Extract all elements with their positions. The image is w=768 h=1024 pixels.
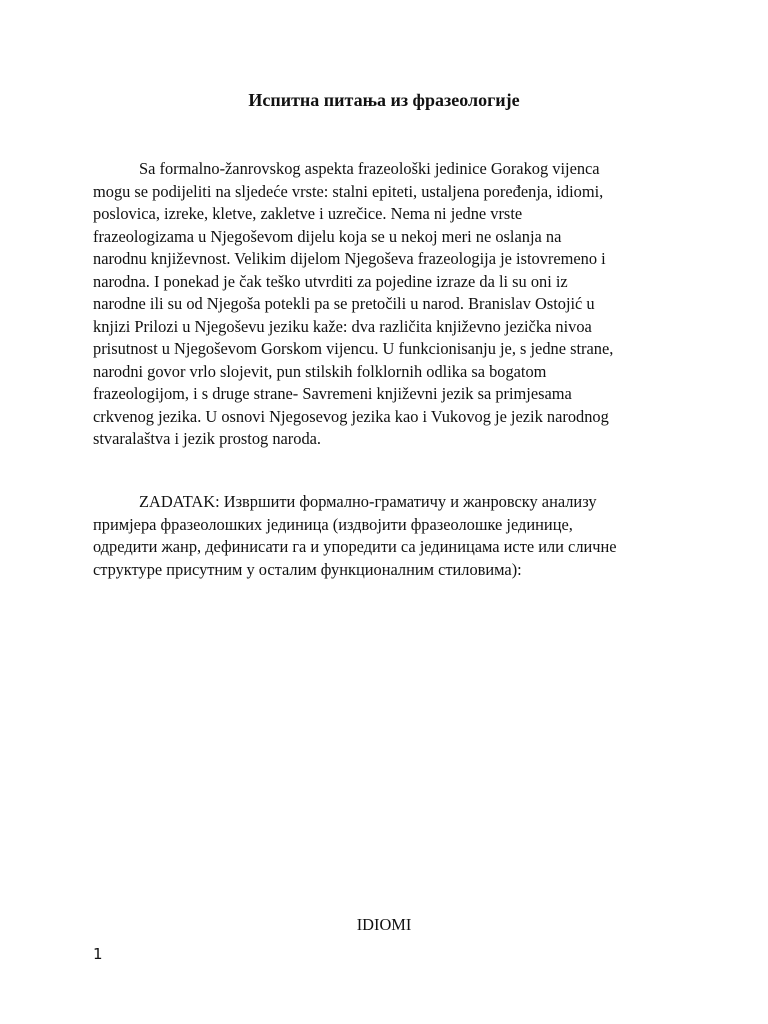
- paragraph-task: [93, 491, 673, 581]
- text-line: stvaralaštva i jezik prostog naroda.: [93, 429, 322, 448]
- text-line: frazeologizama u Njegoševom dijelu koja se u nekoj meri ne oslanja na: [93, 226, 562, 246]
- text-line: prisutnost u Njegoševom Gorskom vijencu. U funkcionisanju je, s jedne strane,: [93, 339, 614, 358]
- text-line: poslovica, izreke, kletve, zakletve i uzrečice. Nema ni jedne vrste: [93, 204, 523, 223]
- page-title: Испитна питања из фразеологије: [248, 90, 520, 110]
- text-line: одредити жанр, дефинисати га и упоредити са јединицама исте или сличне: [93, 537, 617, 556]
- text-line: narodne ili su od Njegoša potekli pa se pretočili u narod. Branislav Ostojić u: [93, 294, 595, 313]
- text-line: knjizi Prilozi u Njegoševu jeziku kaže: dva različita književno jezička nivoa: [93, 316, 592, 336]
- text-line: narodni govor vrlo slojevit, pun stilskih folklornih odlika sa bogatom: [93, 361, 547, 381]
- text-line: Sa formalno-žanrovskog aspekta frazeološki jedinice Gorakog vijenca: [139, 159, 600, 178]
- page-number: 1: [93, 945, 103, 963]
- text-line: frazeologijom, i s druge strane- Savremeni književni jezik sa primjesama: [93, 384, 572, 403]
- section-heading-idiomi: IDIOMI: [356, 915, 412, 934]
- text-line: mogu se podijeliti na sljedeće vrste: stalni epiteti, ustaljena poređenja, idiomi,: [93, 181, 604, 201]
- paragraph-intro: [93, 158, 673, 451]
- text-line: narodnu književnost. Velikim dijelom Njegoševa frazeologija je istovremeno i: [93, 249, 606, 268]
- text-line: структуре присутним у осталим функционалним стиловима):: [93, 559, 522, 579]
- text-line: crkvenog jezika. U osnovi Njegosevog jezika kao i Vukovog je jezik narodnog: [93, 406, 609, 426]
- text-line: примјера фразеолошких јединица (издвојити фразеолошке јединице,: [93, 514, 573, 534]
- text-line: narodna. I ponekad je čak teško utvrditi za pojedine izraze da li su oni iz: [93, 271, 568, 291]
- text-line: ZADATAK: Извршити формално-граматичу и жанровску анализу: [139, 492, 597, 511]
